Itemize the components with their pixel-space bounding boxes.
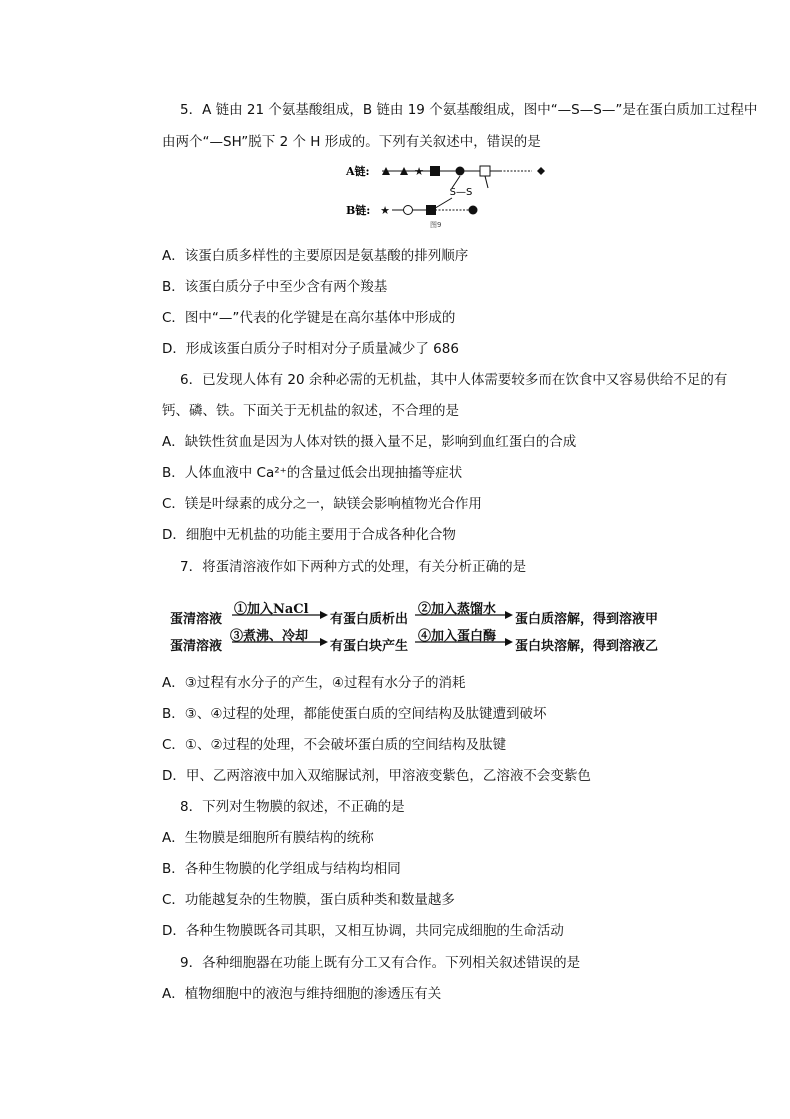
q6-option-b: B．人体血液中 Ca²⁺的含量过低会出现抽搐等症状 bbox=[162, 465, 463, 481]
q9-option-a: A．植物细胞中的液泡与维持细胞的渗透压有关 bbox=[162, 986, 442, 1002]
q5-option-b: B．该蛋白质分子中至少含有两个羧基 bbox=[162, 279, 388, 295]
q7-flow-diagram bbox=[170, 598, 690, 658]
a-circle bbox=[456, 167, 465, 176]
q6-stem-line2: 钙、磷、铁。下面关于无机盐的叙述，不合理的是 bbox=[162, 403, 459, 419]
flow-row1-arrow2-label: ②加入蒸馏水 bbox=[418, 602, 497, 617]
flow-row1-arrow1-label: ①加入NaCl bbox=[234, 602, 309, 617]
q8-stem-line1: 8．下列对生物膜的叙述，不正确的是 bbox=[180, 799, 405, 815]
q8-option-d: D．各种生物膜既各司其职，又相互协调，共同完成细胞的生命活动 bbox=[162, 923, 564, 939]
q7-option-a: A．③过程有水分子的产生，④过程有水分子的消耗 bbox=[162, 675, 466, 691]
flow-row2-arrow1-label: ③煮沸、冷却 bbox=[230, 629, 309, 644]
flow-row1-end: 蛋白质溶解，得到溶液甲 bbox=[515, 612, 659, 627]
q5-stem-line2: 由两个“—SH”脱下 2 个 H 形成的。下列有关叙述中，错误的是 bbox=[162, 134, 541, 150]
a-open-square bbox=[480, 166, 490, 176]
q9-stem-line1: 9．各种细胞器在功能上既有分工又有合作。下列相关叙述错误的是 bbox=[180, 955, 581, 971]
a-square bbox=[430, 166, 440, 176]
q7-option-d: D．甲、乙两溶液中加入双缩脲试剂，甲溶液变紫色，乙溶液不会变紫色 bbox=[162, 768, 591, 784]
q6-stem-line1: 6．已发现人体有 20 余种必需的无机盐，其中人体需要较多而在饮食中又容易供给不足的有 bbox=[180, 372, 728, 388]
q7-stem-line1: 7．将蛋清溶液作如下两种方式的处理，有关分析正确的是 bbox=[180, 559, 527, 575]
flow-row2-arrow2-label: ④加入蛋白酶 bbox=[418, 629, 497, 644]
b-open-circle bbox=[404, 206, 413, 215]
q6-option-a: A．缺铁性贫血是因为人体对铁的摄入量不足，影响到血红蛋白的合成 bbox=[162, 434, 577, 450]
q5-option-c: C．图中“—”代表的化学键是在高尔基体中形成的 bbox=[162, 310, 456, 326]
flow-row2-mid: 有蛋白块产生 bbox=[330, 639, 409, 654]
flow-row2-start: 蛋清溶液 bbox=[170, 639, 223, 654]
q5-stem-line1: 5．A 链由 21 个氨基酸组成，B 链由 19 个氨基酸组成，图中“—S—S—”是在蛋白质加工过程中 bbox=[180, 102, 758, 118]
flow-row1-start: 蛋清溶液 bbox=[170, 612, 223, 627]
a-chain-label: A链: bbox=[346, 165, 370, 178]
q8-option-a: A．生物膜是细胞所有膜结构的统称 bbox=[162, 830, 374, 846]
a-diamond bbox=[537, 167, 545, 175]
q6-option-d: D．细胞中无机盐的功能主要用于合成各种化合物 bbox=[162, 527, 456, 543]
b-chain-label: B链: bbox=[346, 204, 371, 217]
a-star: ★ bbox=[414, 165, 424, 178]
q5-option-d: D．形成该蛋白质分子时相对分子质量减少了 686 bbox=[162, 341, 459, 357]
flow-row1-mid: 有蛋白质析出 bbox=[330, 612, 409, 627]
q7-option-c: C．①、②过程的处理，不会破坏蛋白质的空间结构及肽键 bbox=[162, 737, 507, 753]
q8-option-c: C．功能越复杂的生物膜，蛋白质种类和数量越多 bbox=[162, 892, 455, 908]
flow-row2-end: 蛋白块溶解，得到溶液乙 bbox=[515, 639, 659, 654]
figure-caption: 图9 bbox=[430, 221, 442, 229]
q7-option-b: B．③、④过程的处理，都能使蛋白质的空间结构及肽键遭到破坏 bbox=[162, 706, 547, 722]
q6-option-c: C．镁是叶绿素的成分之一，缺镁会影响植物光合作用 bbox=[162, 496, 482, 512]
ss-bond-label: S—S bbox=[449, 187, 473, 198]
q8-option-b: B．各种生物膜的化学组成与结构均相同 bbox=[162, 861, 401, 877]
q5-option-a: A．该蛋白质多样性的主要原因是氨基酸的排列顺序 bbox=[162, 248, 469, 264]
b-circle bbox=[469, 206, 478, 215]
b-square bbox=[426, 205, 436, 215]
b-star: ★ bbox=[380, 204, 390, 217]
q5-peptide-diagram bbox=[340, 160, 570, 230]
